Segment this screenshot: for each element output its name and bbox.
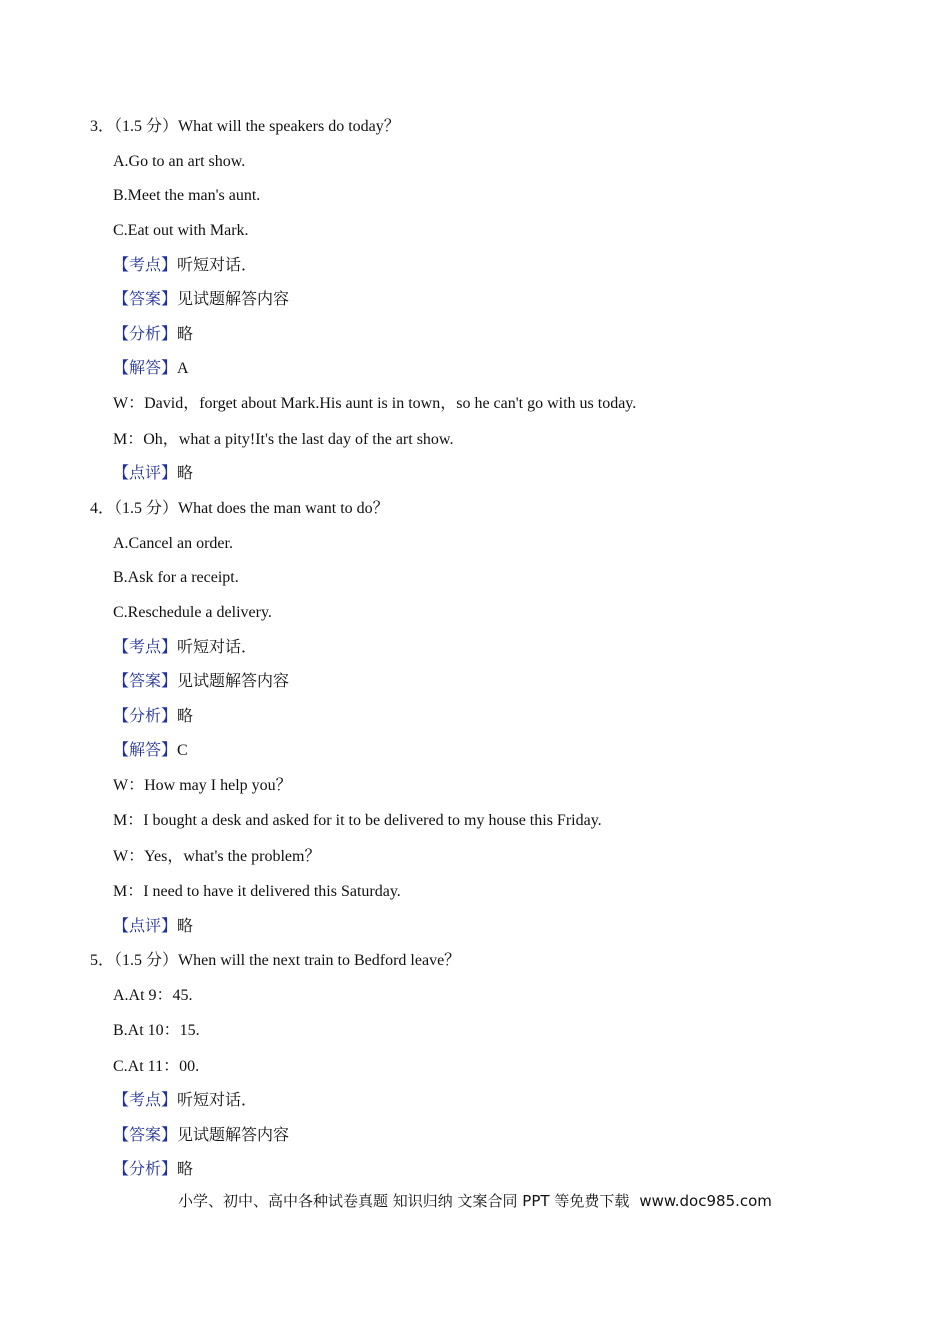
dianping-value: 略 <box>177 465 194 482</box>
dialogue-line: M：I bought a desk and asked for it to be delivered to my house this Friday. <box>113 812 602 829</box>
fenxi-row: 【分析】略 <box>113 326 194 343</box>
jieda-tag: 解答 <box>129 742 162 759</box>
kaodian-tag: 考点 <box>129 639 162 656</box>
daan-row: 【答案】见试题解答内容 <box>113 1127 290 1144</box>
kaodian-tag: 考点 <box>129 257 162 274</box>
jieda-tag: 解答 <box>129 360 162 377</box>
kaodian-tag: 考点 <box>129 1092 162 1109</box>
option-b: B.Meet the man's aunt. <box>113 187 261 204</box>
daan-tag: 答案 <box>129 291 162 308</box>
dianping-value: 略 <box>177 918 194 935</box>
daan-tag: 答案 <box>129 1127 162 1144</box>
question-5-title: 5．（1.5 分）When will the next train to Bedford leave？ <box>90 952 461 969</box>
kaodian-row: 【考点】听短对话． <box>113 1092 258 1109</box>
daan-row: 【答案】见试题解答内容 <box>113 673 290 690</box>
question-prompt: What does the man want to do？ <box>178 500 389 517</box>
question-number: 4 <box>90 500 98 517</box>
dialogue-line: W：How may I help you？ <box>113 777 292 794</box>
question-number: 5 <box>90 952 98 969</box>
daan-tag: 答案 <box>129 673 162 690</box>
dialogue-line: M：Oh，what a pity!It's the last day of the art show. <box>113 431 454 448</box>
question-prompt: What will the speakers do today？ <box>178 118 400 135</box>
kaodian-value: 听短对话． <box>177 257 258 274</box>
dialogue-line: W：David，forget about Mark.His aunt is in town，so he can't go with us today. <box>113 395 637 412</box>
dialogue-line: W：Yes，what's the problem？ <box>113 848 321 865</box>
option-b: B.At 10：15. <box>113 1022 200 1039</box>
question-prompt: When will the next train to Bedford leave？ <box>178 952 461 969</box>
question-number: 3 <box>90 118 98 135</box>
jieda-row: 【解答】A <box>113 360 189 377</box>
option-a: A.At 9：45. <box>113 987 193 1004</box>
fenxi-tag: 分析 <box>129 708 162 725</box>
dianping-row: 【点评】略 <box>113 465 194 482</box>
question-score: （1.5 分） <box>114 952 179 969</box>
daan-value: 见试题解答内容 <box>177 673 290 690</box>
question-3-title: 3．（1.5 分）What will the speakers do today？ <box>90 118 400 135</box>
option-c: C.At 11：00. <box>113 1058 200 1075</box>
kaodian-value: 听短对话． <box>177 639 258 656</box>
question-score: （1.5 分） <box>114 118 179 135</box>
fenxi-tag: 分析 <box>129 1161 162 1178</box>
fenxi-row: 【分析】略 <box>113 1161 194 1178</box>
dialogue-line: M：I need to have it delivered this Saturday. <box>113 883 401 900</box>
jieda-value: C <box>177 742 188 759</box>
fenxi-value: 略 <box>177 708 194 725</box>
jieda-value: A <box>177 360 189 377</box>
kaodian-row: 【考点】听短对话． <box>113 257 258 274</box>
question-score: （1.5 分） <box>114 500 179 517</box>
footer-text: 小学、初中、高中各种试卷真题 知识归纳 文案合同 PPT 等免费下载 <box>178 1192 630 1210</box>
option-c: C.Eat out with Mark. <box>113 222 249 239</box>
option-b: B.Ask for a receipt. <box>113 569 239 586</box>
fenxi-tag: 分析 <box>129 326 162 343</box>
option-a: A.Go to an art show. <box>113 153 246 170</box>
option-c: C.Reschedule a delivery. <box>113 604 272 621</box>
dianping-row: 【点评】略 <box>113 918 194 935</box>
page-footer <box>178 1191 772 1211</box>
question-4-title: 4．（1.5 分）What does the man want to do？ <box>90 500 389 517</box>
kaodian-value: 听短对话． <box>177 1092 258 1109</box>
dianping-tag: 点评 <box>129 465 162 482</box>
fenxi-row: 【分析】略 <box>113 708 194 725</box>
footer-site-link[interactable]: www.doc985.com <box>639 1192 772 1210</box>
daan-value: 见试题解答内容 <box>177 291 290 308</box>
fenxi-value: 略 <box>177 1161 194 1178</box>
jieda-row: 【解答】C <box>113 742 188 759</box>
fenxi-value: 略 <box>177 326 194 343</box>
kaodian-row: 【考点】听短对话． <box>113 639 258 656</box>
option-a: A.Cancel an order. <box>113 535 233 552</box>
dianping-tag: 点评 <box>129 918 162 935</box>
daan-row: 【答案】见试题解答内容 <box>113 291 290 308</box>
daan-value: 见试题解答内容 <box>177 1127 290 1144</box>
